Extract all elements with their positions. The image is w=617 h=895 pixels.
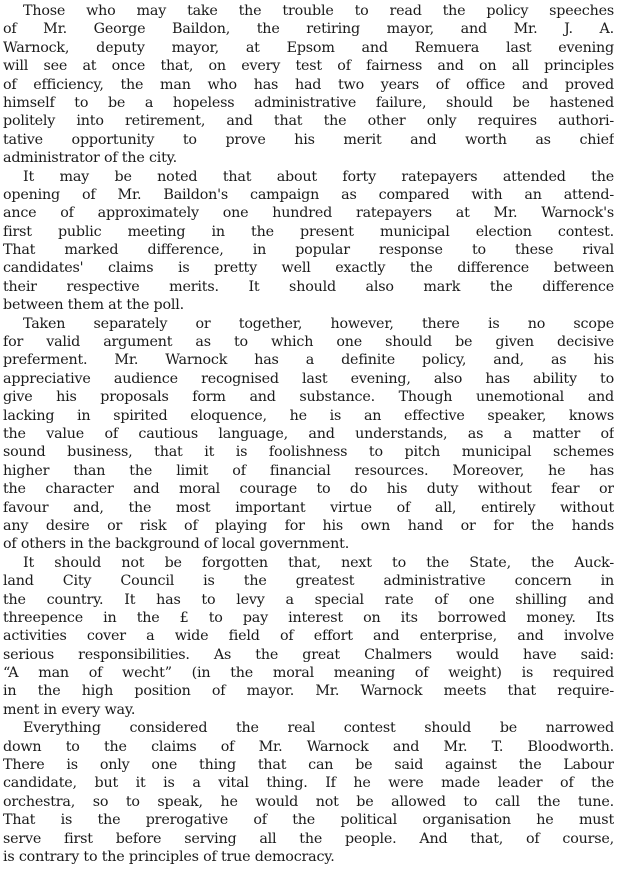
text-line: candidate, but it is a vital thing. If he were made leader of the bbox=[3, 775, 614, 792]
text-line: for valid argument as to which one should be given decisive bbox=[3, 334, 614, 351]
text-line: That marked difference, in popular response to these rival bbox=[3, 242, 614, 259]
text-line: the character and moral courage to do his duty without fear or bbox=[3, 481, 614, 498]
text-line: That is the prerogative of the political organisation he must bbox=[3, 812, 614, 829]
article-body bbox=[3, 2, 614, 866]
text-line: administrator of the city. bbox=[3, 150, 178, 167]
text-line: Warnock, deputy mayor, at Epsom and Remuera last evening bbox=[3, 39, 614, 56]
text-line: land City Council is the greatest administrative concern in bbox=[3, 573, 614, 590]
paragraph-1 bbox=[3, 2, 614, 168]
text-line: the value of cautious language, and understands, as a matter of bbox=[3, 425, 614, 442]
text-line: will see at once that, on every test of fairness and on all principles bbox=[3, 58, 614, 75]
text-line: of efficiency, the man who has had two years of office and proved bbox=[3, 76, 614, 93]
text-line: down to the claims of Mr. Warnock and Mr. T. Bloodworth. bbox=[3, 738, 614, 755]
text-line: Everything considered the real contest should be narrowed bbox=[23, 720, 614, 737]
text-line: opening of Mr. Baildon's campaign as compared with an attend- bbox=[3, 186, 614, 203]
text-line: first public meeting in the present municipal election contest. bbox=[3, 223, 614, 240]
text-line: is contrary to the principles of true democracy. bbox=[3, 848, 335, 865]
text-line: lacking in spirited eloquence, he is an effective speaker, knows bbox=[3, 407, 614, 424]
text-line: give his proposals form and substance. Though unemotional and bbox=[3, 389, 614, 406]
text-line: between them at the poll. bbox=[3, 297, 185, 314]
text-line: sound business, that it is foolishness to pitch municipal schemes bbox=[3, 444, 614, 461]
paragraph-4 bbox=[3, 554, 614, 720]
text-line: It may be noted that about forty ratepayers attended the bbox=[23, 168, 614, 185]
text-line: preferment. Mr. Warnock has a definite policy, and, as his bbox=[3, 352, 614, 369]
text-line: himself to be a hopeless administrative failure, should be hastened bbox=[3, 94, 614, 111]
text-line: It should not be forgotten that, next to the State, the Auck- bbox=[23, 554, 614, 571]
text-line: There is only one thing that can be said against the Labour bbox=[3, 757, 614, 774]
text-line: activities cover a wide field of effort and enterprise, and involve bbox=[3, 628, 614, 645]
text-line: Those who may take the trouble to read the policy speeches bbox=[23, 3, 614, 19]
text-line: “A man of wecht” (in the moral meaning of weight) is required bbox=[3, 665, 614, 682]
text-line: of Mr. George Baildon, the retiring mayor, and Mr. J. A. bbox=[3, 21, 614, 38]
text-line: the country. It has to levy a special rate of one shilling and bbox=[3, 591, 614, 608]
text-line: serve first before serving all the people. And that, of course, bbox=[3, 830, 614, 847]
text-line: their respective merits. It should also mark the difference bbox=[3, 278, 614, 295]
text-line: in the high position of mayor. Mr. Warnock meets that require- bbox=[3, 683, 614, 700]
text-line: orchestra, so to speak, he would not be allowed to call the tune. bbox=[3, 793, 614, 810]
paragraph-3 bbox=[3, 315, 614, 554]
text-line: any desire or risk of playing for his own hand or for the hands bbox=[3, 517, 614, 534]
text-line: of others in the background of local government. bbox=[3, 536, 350, 553]
text-line: politely into retirement, and that the other only requires authori- bbox=[3, 113, 614, 130]
text-line: tative opportunity to prove his merit and worth as chief bbox=[3, 131, 614, 148]
text-line: Taken separately or together, however, there is no scope bbox=[23, 315, 614, 332]
text-line: higher than the limit of financial resources. Moreover, he has bbox=[3, 462, 614, 479]
text-line: ment in every way. bbox=[3, 701, 136, 718]
text-line: threepence in the £ to pay interest on its borrowed money. Its bbox=[3, 609, 614, 626]
text-line: serious responsibilities. As the great Chalmers would have said: bbox=[3, 646, 614, 663]
text-line: candidates' claims is pretty well exactly the difference between bbox=[3, 260, 614, 277]
text-line: ance of approximately one hundred ratepayers at Mr. Warnock's bbox=[3, 205, 614, 222]
text-line: appreciative audience recognised last evening, also has ability to bbox=[3, 370, 614, 387]
text-line: favour and, the most important virtue of all, entirely without bbox=[3, 499, 614, 516]
paragraph-2 bbox=[3, 168, 614, 315]
paragraph-5 bbox=[3, 719, 614, 866]
